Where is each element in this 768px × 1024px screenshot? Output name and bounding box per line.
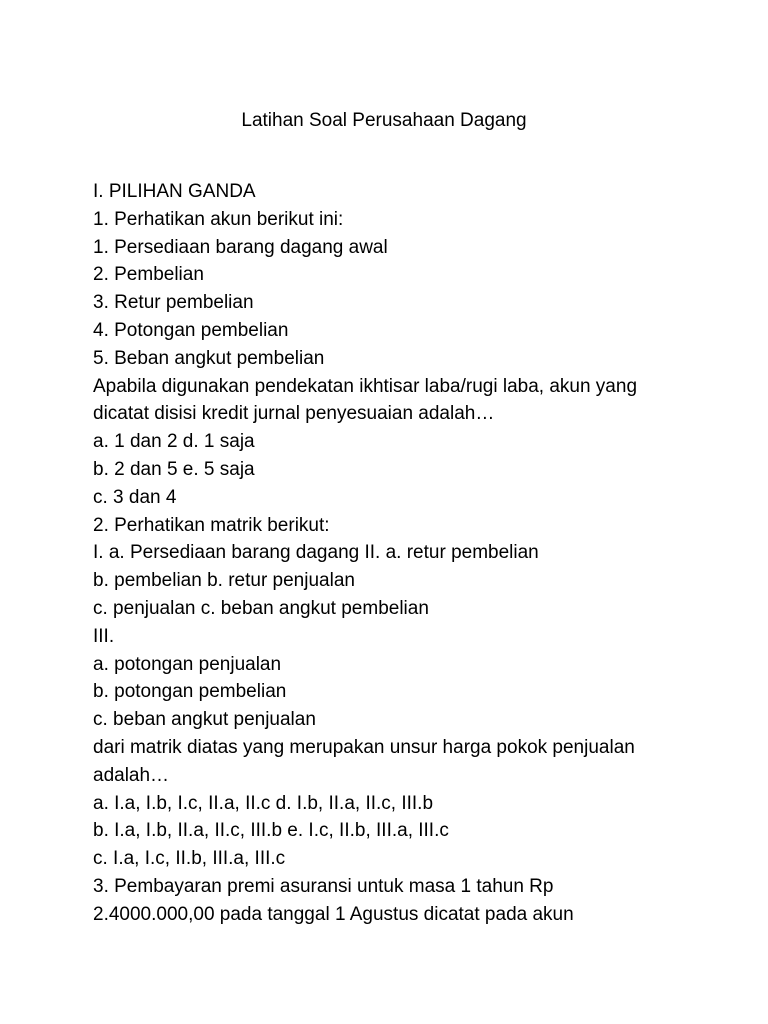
answer-options: b. 2 dan 5 e. 5 saja xyxy=(93,458,255,480)
matrix-row: a. potongan penjualan xyxy=(93,653,282,675)
section-heading: I. PILIHAN GANDA xyxy=(93,181,256,202)
question-text: adalah… xyxy=(93,764,170,786)
question-text: dari matrik diatas yang merupakan unsur harga pokok penjualan xyxy=(93,736,635,758)
page-title: Latihan Soal Perusahaan Dagang xyxy=(241,110,527,131)
question-1: 1. Perhatikan akun berikut ini: xyxy=(93,208,344,230)
answer-options: a. 1 dan 2 d. 1 saja xyxy=(93,431,255,453)
question-3: 3. Pembayaran premi asuransi untuk masa 1 tahun Rp xyxy=(93,875,554,897)
matrix-row: c. penjualan c. beban angkut pembelian xyxy=(93,597,429,619)
answer-options: c. 3 dan 4 xyxy=(93,486,177,508)
question-text: Apabila digunakan pendekatan ikhtisar laba/rugi laba, akun yang xyxy=(93,375,638,397)
matrix-heading: III. xyxy=(93,625,115,647)
matrix-row: b. potongan pembelian xyxy=(93,681,287,703)
account-item: 1. Persediaan barang dagang awal xyxy=(93,236,388,258)
question-text: dicatat disisi kredit jurnal penyesuaian adalah… xyxy=(93,403,495,425)
matrix-row: b. pembelian b. retur penjualan xyxy=(93,570,355,592)
account-item: 2. Pembelian xyxy=(93,264,204,286)
account-item: 3. Retur pembelian xyxy=(93,292,254,314)
answer-options: a. I.a, I.b, I.c, II.a, II.c d. I.b, II.a, II.c, III.b xyxy=(93,792,434,814)
matrix-row: I. a. Persediaan barang dagang II. a. retur pembelian xyxy=(93,542,539,564)
answer-options: c. I.a, I.c, II.b, III.a, III.c xyxy=(93,848,286,870)
matrix-row: c. beban angkut penjualan xyxy=(93,709,316,731)
account-item: 5. Beban angkut pembelian xyxy=(93,347,325,369)
document-body xyxy=(93,178,733,929)
question-2: 2. Perhatikan matrik berikut: xyxy=(93,514,330,536)
account-item: 4. Potongan pembelian xyxy=(93,319,289,341)
answer-options: b. I.a, I.b, II.a, II.c, III.b e. I.c, II.b, III.a, III.c xyxy=(93,820,449,842)
question-text: 2.4000.000,00 pada tanggal 1 Agustus dicatat pada akun xyxy=(93,903,574,925)
